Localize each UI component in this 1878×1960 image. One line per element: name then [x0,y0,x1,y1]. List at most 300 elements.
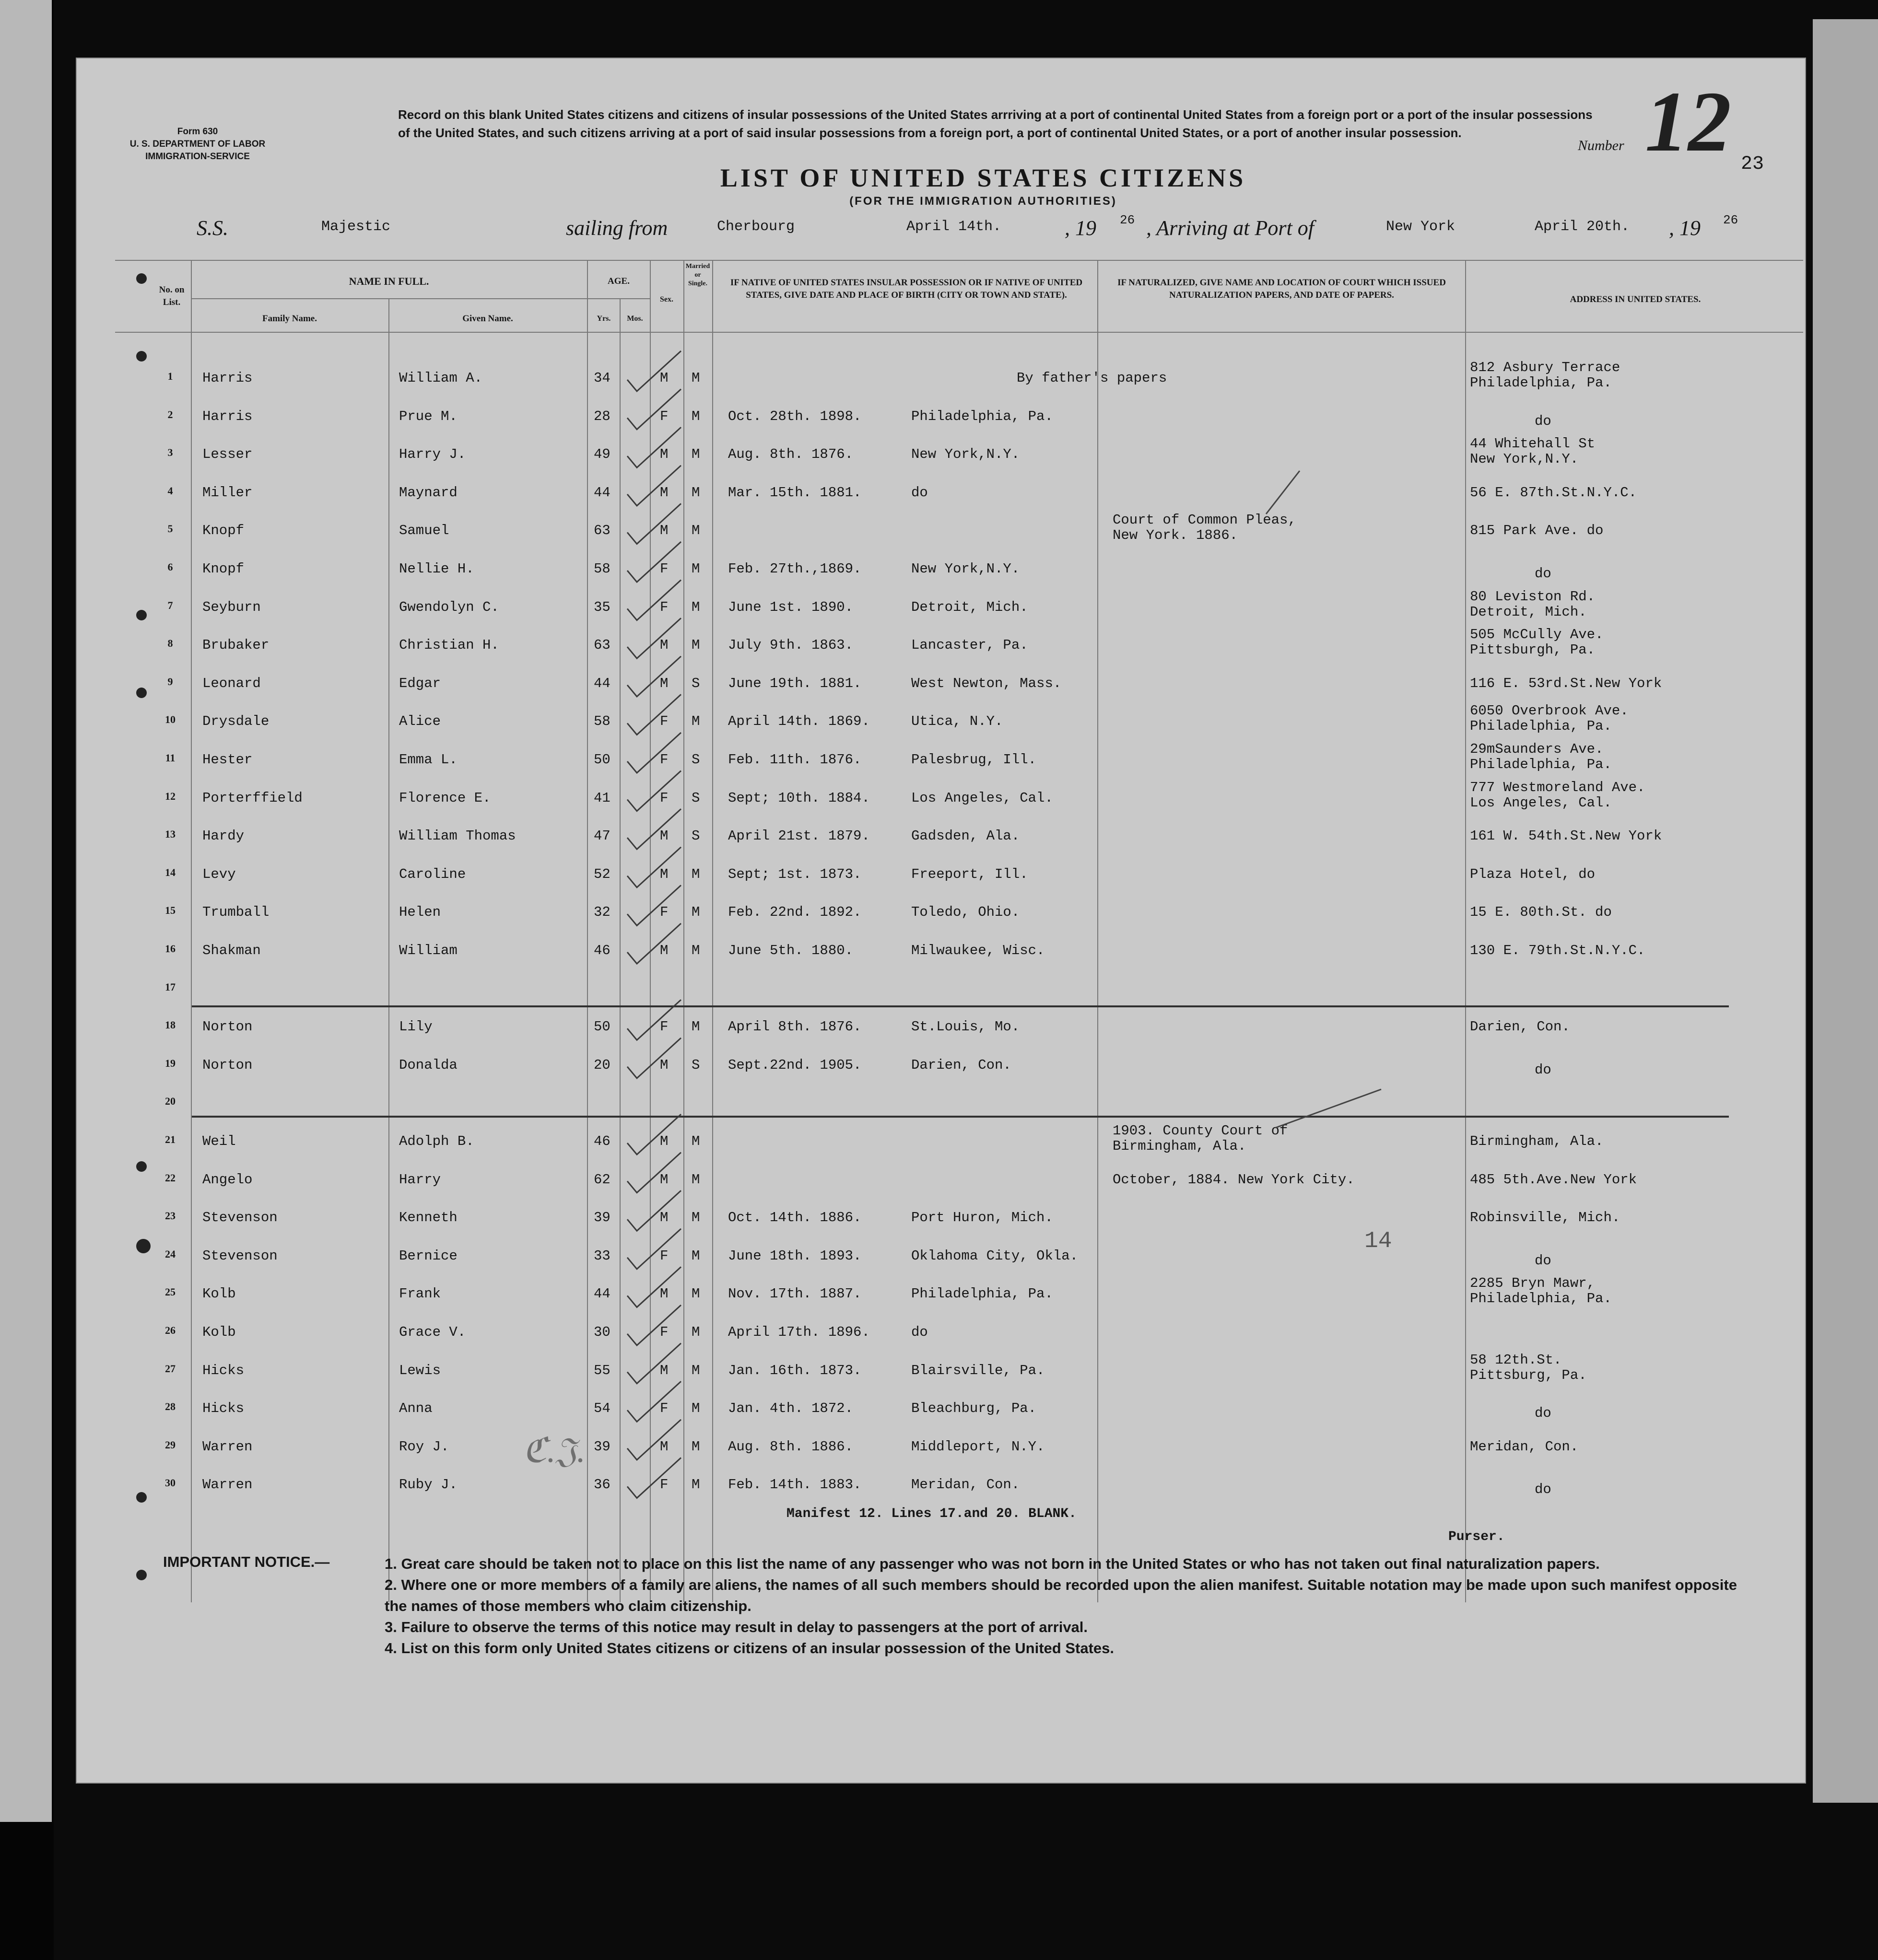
family-name: Knopf [202,523,245,539]
row-number: 20 [165,1095,176,1108]
given-name: Harry [399,1171,441,1188]
age-years: 34 [594,370,610,386]
tally-checkmark [627,847,681,887]
tally-checkmark [627,1458,681,1498]
family-name: Knopf [202,561,245,577]
tally-checkmark [627,503,681,544]
birth-date: April 17th. 1896. [728,1324,870,1340]
birth-date: Nov. 17th. 1887. [728,1286,862,1302]
sex: F [660,904,669,921]
address-line-1: Meridan, Con. [1470,1438,1579,1455]
given-name: William [399,943,458,958]
birth-date: June 1st. 1890. [728,599,854,615]
address-line-1: 56 E. 87th.St.N.Y.C. [1470,484,1637,501]
age-years: 50 [594,752,610,768]
birth-place: Philadelphia, Pa. [911,408,1053,424]
row-number: 12 [165,790,176,802]
address-line-1: 812 Asbury Terrace [1470,360,1620,375]
family-name: Norton [202,1019,253,1035]
family-name: Drysdale [202,713,270,730]
court-checkmark-2 [1276,1089,1381,1128]
given-name: Harry J. [399,446,466,463]
sex: M [660,446,669,463]
marital-status: M [692,523,700,539]
birth-place: Milwaukee, Wisc. [911,943,1045,958]
row-number: 28 [165,1400,176,1413]
sex: M [660,866,669,882]
tally-checkmark [627,1000,681,1040]
left-adjacent-page [0,0,52,1822]
family-name: Seyburn [202,599,261,615]
given-name: Prue M. [399,408,458,424]
marital-status: M [692,370,700,386]
marital-status: M [692,1019,700,1035]
sex: F [660,1400,669,1417]
tally-checkmark [627,656,681,697]
marital-status: M [692,713,700,730]
family-name: Hardy [202,828,245,844]
arrival-year: 26 [1723,213,1738,227]
age-years: 41 [594,790,610,806]
tally-checkmark [627,351,681,391]
birth-place: St.Louis, Mo. [911,1019,1020,1035]
tally-checkmark [627,923,681,964]
marital-status: M [692,1248,700,1264]
family-name: Levy [202,866,236,882]
tally-checkmark [627,542,681,582]
address-line-1: 161 W. 54th.St.New York [1470,828,1662,844]
given-name: Grace V. [399,1324,466,1340]
marital-status: S [692,675,700,691]
age-years: 54 [594,1400,610,1417]
birth-place: New York,N.Y. [911,561,1020,577]
sex: M [660,675,669,691]
address-line-1: do [1535,1405,1551,1422]
col-header-name-in-full: NAME IN FULL. [349,275,429,287]
address-line-1: Darien, Con. [1470,1019,1570,1035]
row-number: 5 [167,523,173,535]
right-adjacent-page [1813,19,1878,1803]
punch-hole [136,1570,147,1580]
sex: M [660,484,669,501]
notice-item-2: 2. Where one or more members of a family are aliens, the names of all such members should be recorded upon the alien manifest. Suitable notation may be made upon such manifest opposite the names of those members who claim citizenship. [385,1576,1737,1614]
tally-checkmark [627,771,681,811]
birth-place: Gadsden, Ala. [911,828,1020,844]
tally-checkmark [627,1267,681,1307]
birth-date: Mar. 15th. 1881. [728,484,862,501]
tally-checkmark [627,885,681,925]
given-name: Anna [399,1400,433,1417]
notice-item-4: 4. List on this form only United States citizens or citizens of an insular possession of the United States. [385,1640,1114,1657]
age-years: 32 [594,904,610,921]
naturalization-court: By father's papers [1017,370,1167,386]
address-line-1: do [1535,566,1551,582]
family-name: Angelo [202,1171,253,1188]
address-line-1: 130 E. 79th.St.N.Y.C. [1470,943,1645,958]
age-years: 49 [594,446,610,463]
birth-place: Oklahoma City, Okla. [911,1248,1079,1264]
given-name: Roy J. [399,1438,449,1455]
col-header-mos: Mos. [627,315,643,323]
family-name: Leonard [202,675,261,691]
sex: M [660,1210,669,1226]
marital-status: M [692,866,700,882]
family-name: Hicks [202,1362,245,1378]
given-name: Maynard [399,484,458,501]
sex: F [660,790,669,806]
address-line-1: do [1535,413,1551,429]
row-number: 25 [165,1286,176,1298]
mid-note: 14 [1364,1228,1392,1254]
family-name: Warren [202,1438,253,1455]
given-name: Lily [399,1019,433,1035]
row-number: 3 [167,446,173,459]
given-name: Edgar [399,675,441,691]
row-number: 4 [167,484,173,497]
birth-place: Detroit, Mich. [911,599,1028,615]
notice-items [385,1553,1761,1659]
birth-place: Philadelphia, Pa. [911,1286,1053,1302]
birth-place: Los Angeles, Cal. [911,790,1053,806]
age-years: 28 [594,408,610,424]
punch-hole [136,351,147,362]
family-name: Trumball [202,904,270,921]
row-number: 10 [165,713,176,726]
sailing-label: sailing from [566,216,668,240]
birth-date: Sept.22nd. 1905. [728,1057,862,1073]
birth-date: April 8th. 1876. [728,1019,862,1035]
given-name: Emma L. [399,752,458,768]
row-number: 16 [165,943,176,955]
address-line-1: 485 5th.Ave.New York [1470,1171,1637,1188]
court-checkmark [1266,471,1300,514]
birth-date: Feb. 11th. 1876. [728,752,862,768]
naturalization-court: 1903. County Court of [1113,1123,1288,1139]
marital-status: S [692,1057,700,1073]
row-number: 17 [165,980,176,993]
sex: F [660,561,669,577]
number-label: Number [1578,138,1624,153]
family-name: Warren [202,1477,253,1493]
marital-status: M [692,599,700,615]
marital-status: M [692,1477,700,1493]
marital-status: M [692,1324,700,1340]
address-line-1: Birmingham, Ala. [1470,1133,1604,1149]
birth-date: Feb. 27th.,1869. [728,561,862,577]
birth-place: West Newton, Mass. [911,675,1062,691]
given-name: Alice [399,713,441,730]
age-years: 55 [594,1362,610,1378]
tally-checkmark [627,1038,681,1078]
birth-date: Jan. 16th. 1873. [728,1362,862,1378]
row-number: 1 [167,370,173,382]
col-header-sex: Sex. [660,295,673,303]
row-number: 14 [165,866,176,878]
row-number: 11 [165,752,176,764]
tally-checkmark [627,809,681,849]
birth-date: April 21st. 1879. [728,828,870,844]
col-header-naturalized: IF NATURALIZED, GIVE NAME AND LOCATION OF COURT WHICH ISSUED NATURALIZATION PAPERS, AND DATE OF PAPERS. [1117,278,1446,300]
address-line-1: 29mSaunders Ave. [1470,741,1604,757]
sex: M [660,1133,669,1149]
row-number: 27 [165,1362,176,1375]
sex: F [660,752,669,768]
department-name: U. S. DEPARTMENT OF LABOR [129,139,266,149]
given-name: Christian H. [399,637,499,653]
tally-checkmark [627,1190,681,1231]
marital-status: M [692,904,700,921]
naturalization-court-line-2: New York. 1886. [1113,527,1238,544]
given-name: Nellie H. [399,561,474,577]
sex: F [660,408,669,424]
punch-hole [136,1492,147,1503]
address-line-2: Philadelphia, Pa. [1470,757,1612,772]
age-years: 44 [594,675,610,691]
row-number: 8 [167,637,173,650]
birth-place: Port Huron, Mich. [911,1210,1053,1226]
arrival-year-prefix: , 19 [1669,216,1701,240]
marital-status: S [692,752,700,768]
sex: F [660,1477,669,1493]
arriving-label: , Arriving at Port of [1146,216,1314,240]
sex: M [660,1362,669,1378]
sex: M [660,828,669,844]
family-name: Shakman [202,943,261,958]
sex: M [660,523,669,539]
family-name: Norton [202,1057,253,1073]
birth-date: Oct. 14th. 1886. [728,1210,862,1226]
age-years: 39 [594,1210,610,1226]
age-years: 46 [594,943,610,958]
age-years: 20 [594,1057,610,1073]
departure-port: Cherbourg [717,219,795,235]
given-name: Helen [399,904,441,921]
family-name: Porterffield [202,790,303,806]
sex: F [660,1324,669,1340]
age-years: 36 [594,1477,610,1493]
address-line-2: Detroit, Mich. [1470,604,1587,620]
col-header-age: AGE. [608,276,630,286]
given-name: William Thomas [399,828,516,844]
age-years: 62 [594,1171,610,1188]
birth-place: New York,N.Y. [911,446,1020,463]
naturalization-court-line-2: Birmingham, Ala. [1113,1138,1246,1154]
family-name: Hester [202,752,253,768]
given-name: Ruby J. [399,1477,458,1493]
family-name: Harris [202,408,253,424]
marital-status: M [692,484,700,501]
given-name: Bernice [399,1248,458,1264]
age-years: 52 [594,866,610,882]
birth-place: Darien, Con. [911,1057,1011,1073]
sex: M [660,1171,669,1188]
service-name: IMMIGRATION-SERVICE [145,152,250,162]
tally-checkmark [627,1343,681,1384]
punch-hole [136,610,147,620]
row-number: 6 [167,561,173,573]
arrival-date: April 20th. [1535,219,1630,235]
birth-date: Feb. 22nd. 1892. [728,904,862,921]
sex: F [660,1248,669,1264]
marital-status: M [692,1286,700,1302]
tally-checkmark [627,1381,681,1422]
address-line-1: 777 Westmoreland Ave. [1470,779,1645,795]
signature-handwritten: ℭ.𝔍. [523,1431,586,1470]
family-name: Stevenson [202,1248,278,1264]
manifest-sheet [76,58,1806,1784]
footer-note: Manifest 12. Lines 17.and 20. BLANK. [786,1506,1077,1521]
family-name: Kolb [202,1324,236,1340]
family-name: Miller [202,484,253,501]
marital-status: M [692,408,700,424]
row-number: 19 [165,1057,176,1069]
family-name: Stevenson [202,1210,278,1226]
tally-checkmark [627,427,681,467]
birth-place: Utica, N.Y. [911,713,1003,730]
address-line-2: Pittsburgh, Pa. [1470,642,1596,658]
page-subtitle: (FOR THE IMMIGRATION AUTHORITIES) [849,195,1117,208]
birth-date: July 9th. 1863. [728,637,854,653]
page-number: 23 [1741,153,1764,175]
family-name: Lesser [202,446,253,463]
col-header-address: ADDRESS IN UNITED STATES. [1570,294,1701,304]
birth-date: April 14th. 1869. [728,713,870,730]
birth-place: Bleachburg, Pa. [911,1400,1037,1417]
sex: M [660,1057,669,1073]
address-line-1: 2285 Bryn Mawr, [1470,1275,1596,1292]
birth-date: Jan. 4th. 1872. [728,1400,854,1417]
birth-date: Sept; 10th. 1884. [728,790,870,806]
address-line-1: 505 McCully Ave. [1470,627,1604,643]
arrival-port: New York [1386,219,1455,235]
age-years: 39 [594,1438,610,1455]
departure-year: 26 [1120,213,1135,227]
address-line-1: Robinsville, Mich. [1470,1210,1620,1226]
address-line-1: 80 Leviston Rd. [1470,588,1596,605]
form-instructions: Record on this blank United States citizens and citizens of insular possessions of the United States arrriving at a port of continental United States from a foreign port or a port of the insular possessions of the United States, and such citizens arriving at a port of said insular possessions from a foreign port, a port of continental United States, or a port of another insular possession. [398,107,1593,140]
tally-checkmark [627,1153,681,1193]
row-number: 24 [165,1248,176,1260]
address-line-2: Philadelphia, Pa. [1470,1291,1612,1307]
address-line-2: Los Angeles, Cal. [1470,794,1612,811]
birth-place: Toledo, Ohio. [911,904,1020,921]
birth-date: Oct. 28th. 1898. [728,408,862,424]
age-years: 50 [594,1019,610,1035]
age-years: 30 [594,1324,610,1340]
age-years: 44 [594,484,610,501]
given-name: Adolph B. [399,1133,474,1149]
marital-status: M [692,561,700,577]
given-name: Lewis [399,1362,441,1378]
page-title: LIST OF UNITED STATES CITIZENS [720,163,1246,192]
address-line-1: 116 E. 53rd.St.New York [1470,675,1662,691]
checkmark-overlay [77,58,1806,1784]
address-line-1: do [1535,1482,1551,1498]
given-name: Frank [399,1286,441,1302]
punch-hole [136,688,147,698]
col-header-family: Family Name. [262,314,317,324]
marital-status: S [692,790,700,806]
birth-date: Sept; 1st. 1873. [728,866,862,882]
address-line-1: Plaza Hotel, do [1470,866,1596,882]
given-name: Florence E. [399,790,491,806]
form-number: Form 630 [177,127,218,137]
notice-item-1: 1. Great care should be taken not to place on this list the name of any passenger who was not born in the United States or who has not taken out final naturalization papers. [385,1555,1600,1572]
departure-date: April 14th. [906,219,1002,235]
address-line-1: 6050 Overbrook Ave. [1470,703,1629,719]
marital-status: M [692,1133,700,1149]
address-line-1: 58 12th.St. [1470,1352,1562,1368]
birth-place: do [911,1324,928,1340]
col-header-given: Given Name. [462,314,513,324]
marital-status: M [692,1210,700,1226]
tally-checkmark [627,1305,681,1345]
ship-name: Majestic [321,219,391,235]
age-years: 63 [594,637,610,653]
tally-checkmark [627,1420,681,1460]
address-line-1: 15 E. 80th.St. do [1470,904,1612,921]
marital-status: M [692,1438,700,1455]
ss-label: S.S. [197,216,228,240]
row-number: 23 [165,1210,176,1222]
birth-place: Palesbrug, Ill. [911,752,1037,768]
address-line-1: 44 Whitehall St [1470,436,1596,452]
row-number: 29 [165,1438,176,1451]
sex: M [660,1438,669,1455]
row-number: 18 [165,1019,176,1031]
punch-hole [136,1239,151,1253]
given-name: Samuel [399,523,449,539]
address-line-1: do [1535,1252,1551,1269]
given-name: Caroline [399,866,466,882]
sex: M [660,370,669,386]
tally-checkmark [627,466,681,506]
family-name: Weil [202,1133,236,1149]
age-years: 33 [594,1248,610,1264]
punch-hole [136,1161,147,1172]
row-number: 9 [167,675,173,688]
row-number: 21 [165,1133,176,1145]
age-years: 58 [594,561,610,577]
row-number: 30 [165,1477,176,1489]
col-header-no: No. on List. [159,285,185,307]
age-years: 44 [594,1286,610,1302]
tally-checkmark [627,1229,681,1269]
birth-date: Feb. 14th. 1883. [728,1477,862,1493]
age-years: 58 [594,713,610,730]
row-number: 13 [165,828,176,840]
birth-place: do [911,484,928,501]
family-name: Kolb [202,1286,236,1302]
age-years: 47 [594,828,610,844]
tally-checkmark [627,618,681,658]
manifest-number: 12 [1645,74,1731,169]
notice-item-3: 3. Failure to observe the terms of this notice may result in delay to passengers at the port of arrival. [385,1619,1088,1635]
departure-year-prefix: , 19 [1065,216,1096,240]
family-name: Brubaker [202,637,270,653]
birth-place: Meridan, Con. [911,1477,1020,1493]
address-line-2: New York,N.Y. [1470,451,1579,467]
sex: M [660,1286,669,1302]
family-name: Harris [202,370,253,386]
given-name: Gwendolyn C. [399,599,499,615]
sex: F [660,1019,669,1035]
naturalization-court: October, 1884. New York City. [1113,1171,1355,1188]
address-line-2: Philadelphia, Pa. [1470,375,1612,391]
row-number: 15 [165,904,176,917]
col-header-yrs: Yrs. [597,315,611,323]
marital-status: S [692,828,700,844]
